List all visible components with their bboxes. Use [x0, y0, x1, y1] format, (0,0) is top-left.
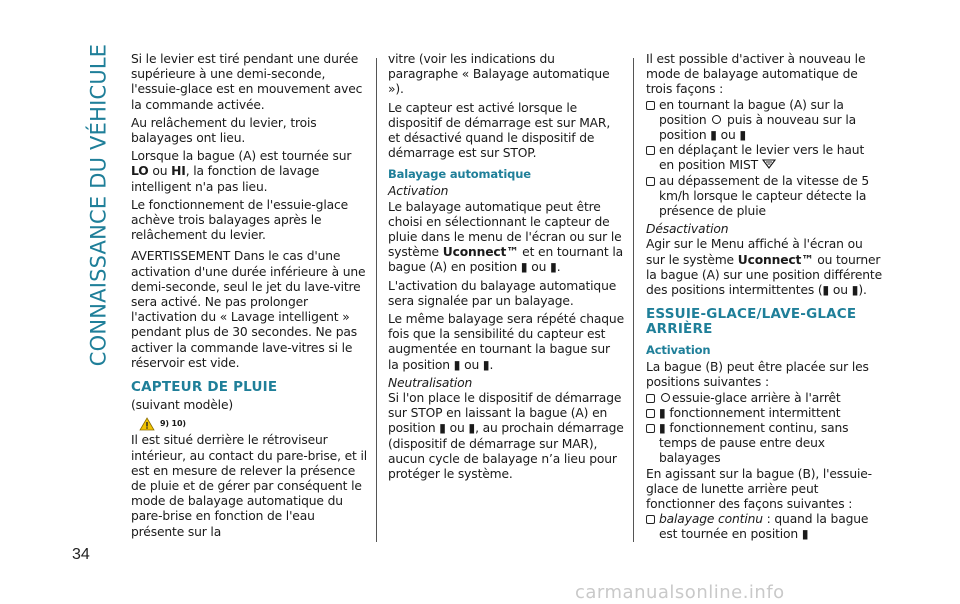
text: balayage continu [659, 512, 763, 527]
warning-reference [139, 416, 367, 431]
text: et en tournant la bague (A) en position [388, 245, 623, 275]
text: , la fonction de lavage intelligent n'a pas lieu. [131, 164, 320, 194]
bullet-icon [646, 177, 655, 186]
paragraph [646, 237, 882, 298]
text: ou tourner la bague (A) sur une position différente des positions intermittentes ( [646, 252, 883, 298]
subheading-rear-activation: Activation [646, 343, 711, 358]
text: Le même balayage sera répété chaque fois que la sensibilité du capteur est augmentée en tournant la bague sur la position [388, 312, 624, 372]
paragraph: Si le levier est tiré pendant une durée supérieure à une demi-seconde, l'essuie-glace est en mouvement avec la commande activée. [131, 52, 363, 112]
list-item [646, 98, 882, 144]
paragraph: Il est possible d'activer à nouveau le mode de balayage automatique de trois façons : [646, 52, 866, 97]
subheading-activation: Activation [388, 184, 449, 199]
text: Si l'on place le dispositif de démarrage sur STOP en laissant la bague (A) en position [388, 391, 622, 436]
subheading-deactivation: Désactivation [646, 222, 729, 237]
bullet-icon [646, 146, 655, 155]
list-item-text [659, 98, 882, 144]
paragraph: En agissant sur la bague (B), l'essuie-glace de lunette arrière peut fonctionner des façons suivantes : [646, 466, 872, 512]
text: ou [829, 283, 852, 298]
text: ou [148, 164, 172, 179]
intermittent-position-icon: ▮ [710, 128, 717, 143]
text: ou [460, 357, 483, 372]
optional-note: (suivant modèle) [131, 398, 234, 413]
continuous-position-icon: ▮ [659, 421, 666, 436]
bullet-icon [646, 424, 655, 433]
continuous-position-icon: ▮ [482, 357, 490, 372]
intermittent-position-icon: ▮ [439, 421, 446, 436]
list-item [646, 174, 882, 220]
list-item-text [659, 391, 841, 406]
list-item-text [659, 143, 882, 173]
paragraph [131, 149, 367, 195]
list-item [646, 391, 882, 406]
intermittent-position-icon: ▮ [659, 405, 666, 420]
text: en déplaçant le levier vers le haut en position MIST [659, 143, 865, 173]
list-item [646, 421, 882, 467]
intermittent-position-icon: ▮ [822, 283, 830, 298]
heading-rear-wiper: ESSUIE-GLACE/LAVE-GLACE ARRIÈRE [646, 306, 857, 338]
text: en tournant la bague (A) sur la position [659, 97, 844, 127]
text: ou [720, 128, 736, 143]
paragraph: Le même balayage sera répété chaque fois que la sensibilité du capteur est augmentée en tournant la bague sur la position ▮ ou ▮. [388, 312, 624, 372]
paragraph: L'activation du balayage automatique sera signalée par un balayage. [388, 278, 617, 308]
text: ). [858, 283, 867, 298]
text: : quand la bague est tournée en position [659, 512, 869, 542]
text: Lorsque la bague (A) est tournée sur [131, 149, 352, 164]
list-item-text: au dépassement de la vitesse de 5 km/h lorsque le capteur détecte la présence de pluie [659, 173, 870, 219]
section-title-container [73, 40, 123, 370]
paragraph: Au relâchement du levier, trois balayages ont lieu. [131, 115, 317, 146]
continuous-position-icon: ▮ [851, 283, 859, 298]
text: fonctionnement intermittent [669, 405, 841, 420]
column-divider [376, 58, 377, 542]
intermittent-position-icon: ▮ [520, 260, 528, 275]
text: Le balayage automatique peut être choisi en sélectionnant le capteur de pluie dans le menu de l'écran ou sur le système [388, 199, 622, 260]
continuous-position-icon: ▮ [468, 421, 476, 436]
subheading-neutralisation: Neutralisation [388, 375, 473, 390]
continuous-position-icon: ▮ [550, 260, 557, 275]
bullet-icon [646, 409, 655, 418]
paragraph [388, 391, 624, 482]
paragraph: Le capteur est activé lorsque le dispositif de démarrage est sur MAR, et désactivé quand le dispositif de démarrage est sur STOP. [388, 100, 611, 161]
off-position-icon [661, 393, 670, 402]
bullet-icon [646, 394, 655, 403]
bullet-icon [646, 101, 655, 110]
heading-rain-sensor: CAPTEUR DE PLUIE [131, 379, 278, 396]
column-3 [646, 52, 882, 543]
watermark: carmanualsonline.info [575, 582, 785, 603]
continuous-position-icon: ▮ [801, 527, 809, 542]
warning-refs: 9) 10) [160, 419, 186, 429]
paragraph: Le balayage automatique peut être choisi en sélectionnant le capteur de pluie dans le menu de l'écran ou sur le système Uconnect™ et en tournant la bague (A) en position ▮ ou ▮. [388, 199, 623, 275]
warning-triangle-icon [139, 417, 155, 431]
text: , au prochain démarrage (dispositif de démarrage sur MAR), aucun cycle de balayage n’a lieu pour protéger le système. [388, 421, 624, 482]
list-item-text [659, 421, 882, 467]
bullet-icon [646, 515, 655, 524]
uconnect-label: Uconnect™ [737, 252, 814, 267]
section-title: CONNAISSANCE DU VÉHICULE [86, 43, 111, 367]
column-divider [633, 58, 634, 542]
uconnect-label: Uconnect™ [442, 245, 519, 260]
page-number: 34 [72, 546, 90, 563]
text: fonctionnement continu, sans temps de pause entre deux balayages [659, 421, 849, 466]
list-item [646, 143, 882, 173]
paragraph: Le fonctionnement de l'essuie-glace achève trois balayages après le relâchement du levier. [131, 197, 349, 243]
warning-paragraph: AVERTISSEMENT Dans le cas d'une activation d'une durée inférieure à une demi-seconde, seul le jet du lave-vitre sera activé. Ne pas prolonger l'activation du « Lavage intelligent » pendant plus de 30 secondes. Ne pas activer la commande lave-vitres si le réservoir est vide. [131, 249, 366, 370]
list-item [646, 406, 882, 421]
text: essuie-glace arrière à l'arrêt [672, 390, 841, 405]
list-item-text [659, 512, 882, 542]
list-item [646, 512, 882, 542]
off-position-icon [712, 115, 721, 124]
text: ou [445, 421, 469, 436]
column-1 [131, 52, 367, 543]
text: puis à nouveau sur la position [659, 112, 856, 143]
mist-icon [762, 159, 776, 169]
lo-label: LO [131, 164, 149, 179]
intermittent-position-icon: ▮ [453, 357, 461, 372]
heading-auto-wipe: Balayage automatique [388, 167, 531, 182]
continuous-position-icon: ▮ [739, 128, 747, 143]
list-item-text [659, 406, 840, 421]
paragraph: Il est situé derrière le rétroviseur intérieur, au contact du pare-brise, et il est en mesure de relever la présence de pluie et de gérer par conséquent le mode de balayage automatique du pare-brise en fonction de l'eau présente sur la [131, 433, 367, 539]
text: Agir sur le Menu affiché à l'écran ou sur le système [646, 237, 863, 267]
paragraph: La bague (B) peut être placée sur les positions suivantes : [646, 360, 869, 390]
paragraph: vitre (voir les indications du paragraphe « Balayage automatique »). [388, 52, 610, 97]
column-2 [388, 52, 624, 485]
hi-label: HI [171, 164, 186, 179]
text: ou [527, 260, 551, 275]
